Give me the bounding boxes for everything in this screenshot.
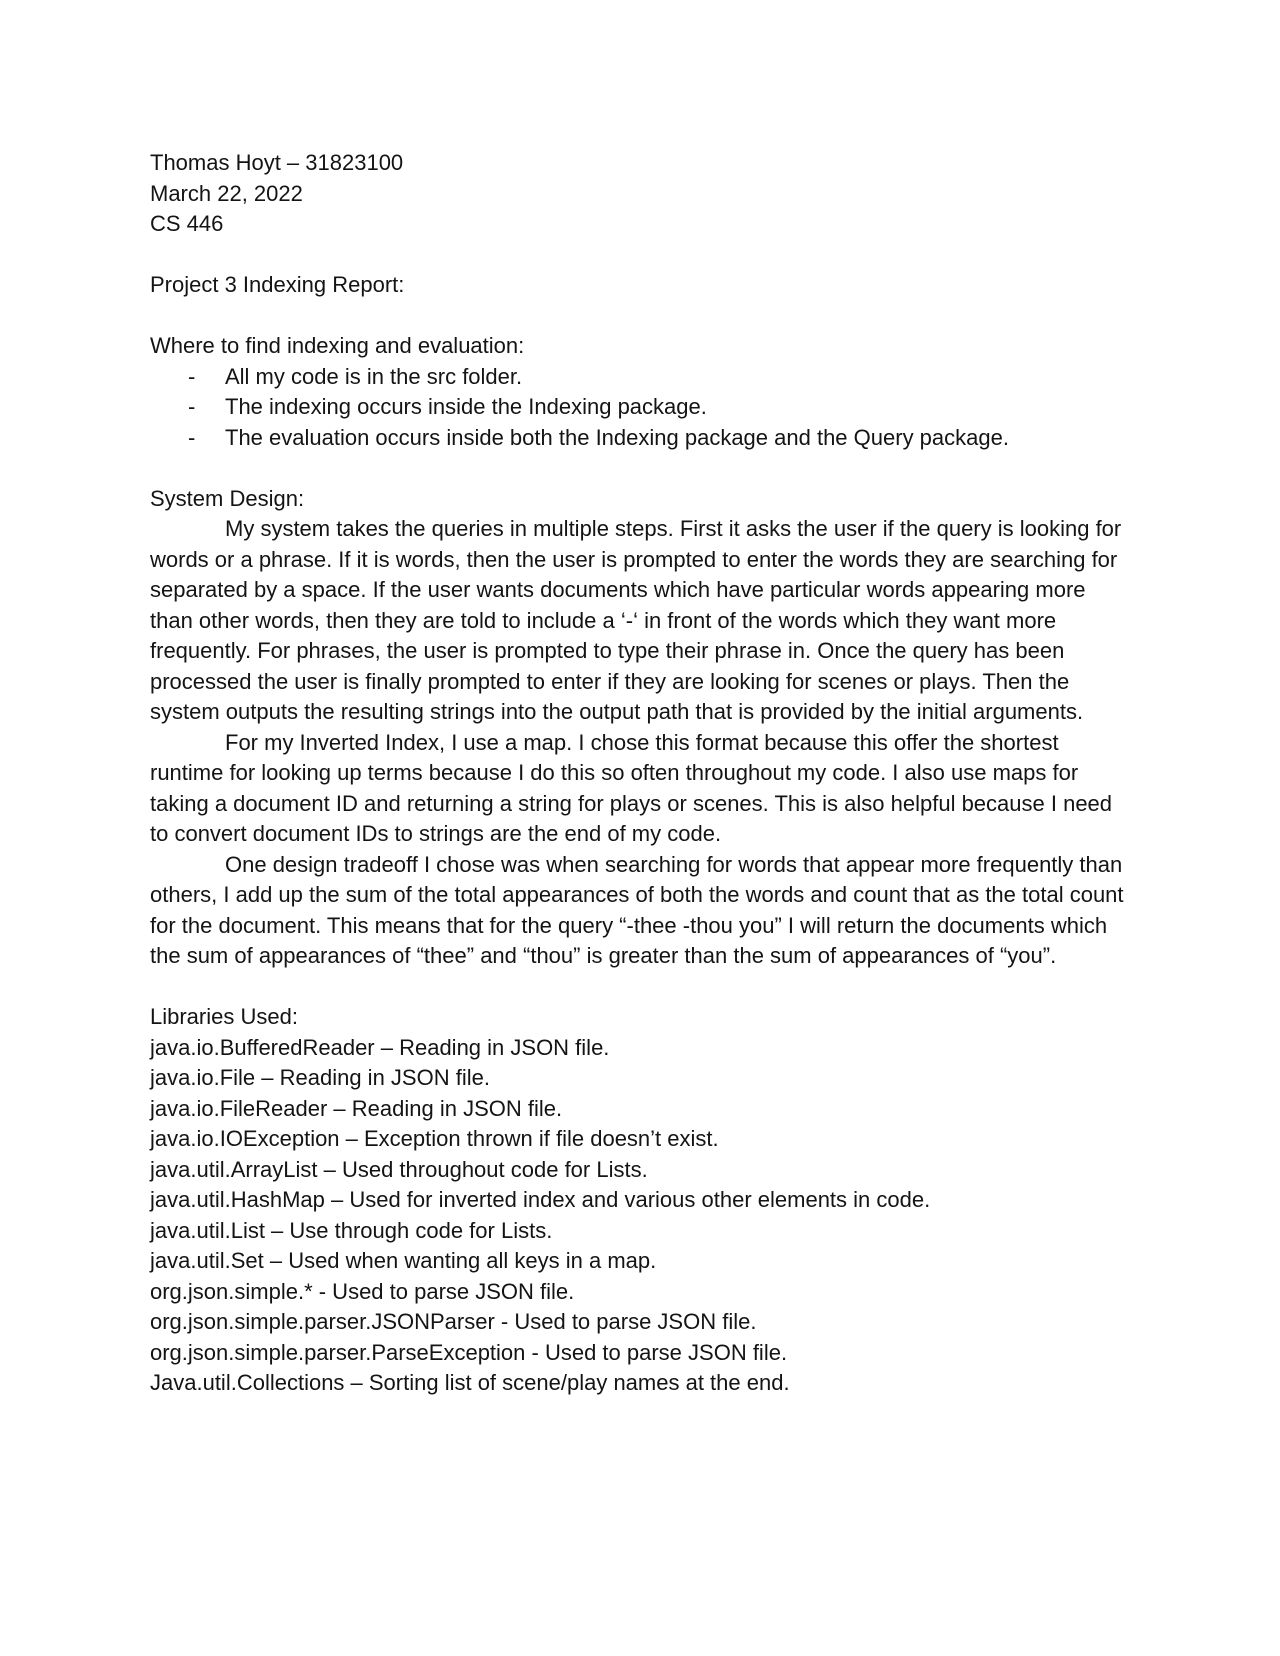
date-line: March 22, 2022 bbox=[150, 180, 303, 206]
library-item: java.util.HashMap – Used for inverted index and various other elements in code. bbox=[150, 1187, 931, 1212]
library-item: java.io.IOException – Exception thrown if file doesn’t exist. bbox=[150, 1126, 719, 1151]
library-item: org.json.simple.parser.JSONParser - Used to parse JSON file. bbox=[150, 1309, 757, 1334]
report-title: Project 3 Indexing Report: bbox=[150, 272, 405, 297]
bullet-dash: - bbox=[188, 394, 196, 419]
spacer bbox=[150, 972, 1130, 1003]
libraries-list bbox=[150, 1033, 1130, 1399]
where-bullet-list bbox=[150, 362, 1130, 454]
bullet-text: The indexing occurs inside the Indexing package. bbox=[225, 394, 707, 419]
design-heading: System Design: bbox=[150, 485, 305, 511]
library-item: Java.util.Collections – Sorting list of scene/play names at the end. bbox=[150, 1370, 790, 1395]
library-item: java.util.List – Use through code for Lists. bbox=[150, 1217, 553, 1243]
list-item bbox=[150, 392, 1130, 423]
bullet-dash: - bbox=[188, 363, 196, 389]
where-heading: Where to find indexing and evaluation: bbox=[150, 333, 525, 358]
bullet-text: All my code is in the src folder. bbox=[225, 363, 523, 389]
bullet-text: The evaluation occurs inside both the Indexing package and the Query package. bbox=[225, 424, 1009, 450]
list-item bbox=[150, 423, 1130, 454]
library-item: java.io.File – Reading in JSON file. bbox=[150, 1065, 490, 1090]
document-page bbox=[150, 148, 1130, 1399]
design-paragraph-queries: My system takes the queries in multiple steps. First it asks the user if the query is looking for words or a phrase. If it is words, then the user is prompted to enter the words they are searching for separated by a space. If the user wants documents which have particular words appearing more than other words, then they are told to include a ‘-‘ in front of the words which they want more frequently. For phrases, the user is prompted to type their phrase in. Once the query has been processed the user is finally prompted to enter if they are looking for scenes or plays. Then the system outputs the resulting strings into the output path that is provided by the initial arguments. bbox=[150, 516, 1122, 724]
design-paragraph-index: For my Inverted Index, I use a map. I chose this format because this offer the shortest runtime for looking up terms because I do this so often throughout my code. I also use maps for taking a document ID and returning a string for plays or scenes. This is also helpful because I need to convert document IDs to strings are the end of my code. bbox=[150, 729, 1113, 846]
library-item: java.io.BufferedReader – Reading in JSON file. bbox=[150, 1034, 610, 1060]
library-item: java.util.ArrayList – Used throughout code for Lists. bbox=[150, 1156, 648, 1182]
list-item bbox=[150, 362, 1130, 393]
spacer bbox=[150, 301, 1130, 332]
library-item: java.io.FileReader – Reading in JSON file. bbox=[150, 1095, 563, 1121]
spacer bbox=[150, 240, 1130, 271]
author-line: Thomas Hoyt – 31823100 bbox=[150, 150, 404, 175]
course-line: CS 446 bbox=[150, 211, 224, 236]
bullet-dash: - bbox=[188, 424, 196, 450]
spacer bbox=[150, 453, 1130, 484]
design-paragraph-tradeoff: One design tradeoff I chose was when searching for words that appear more frequently than others, I add up the sum of the total appearances of both the words and count that as the total count for the document. This means that for the query “-thee -thou you” I will return the documents which the sum of appearances of “thee” and “thou” is greater than the sum of appearances of “you”. bbox=[150, 851, 1124, 968]
library-item: org.json.simple.* - Used to parse JSON file. bbox=[150, 1278, 575, 1304]
library-item: java.util.Set – Used when wanting all keys in a map. bbox=[150, 1248, 657, 1273]
library-item: org.json.simple.parser.ParseException - Used to parse JSON file. bbox=[150, 1339, 788, 1365]
libraries-heading: Libraries Used: bbox=[150, 1004, 298, 1029]
